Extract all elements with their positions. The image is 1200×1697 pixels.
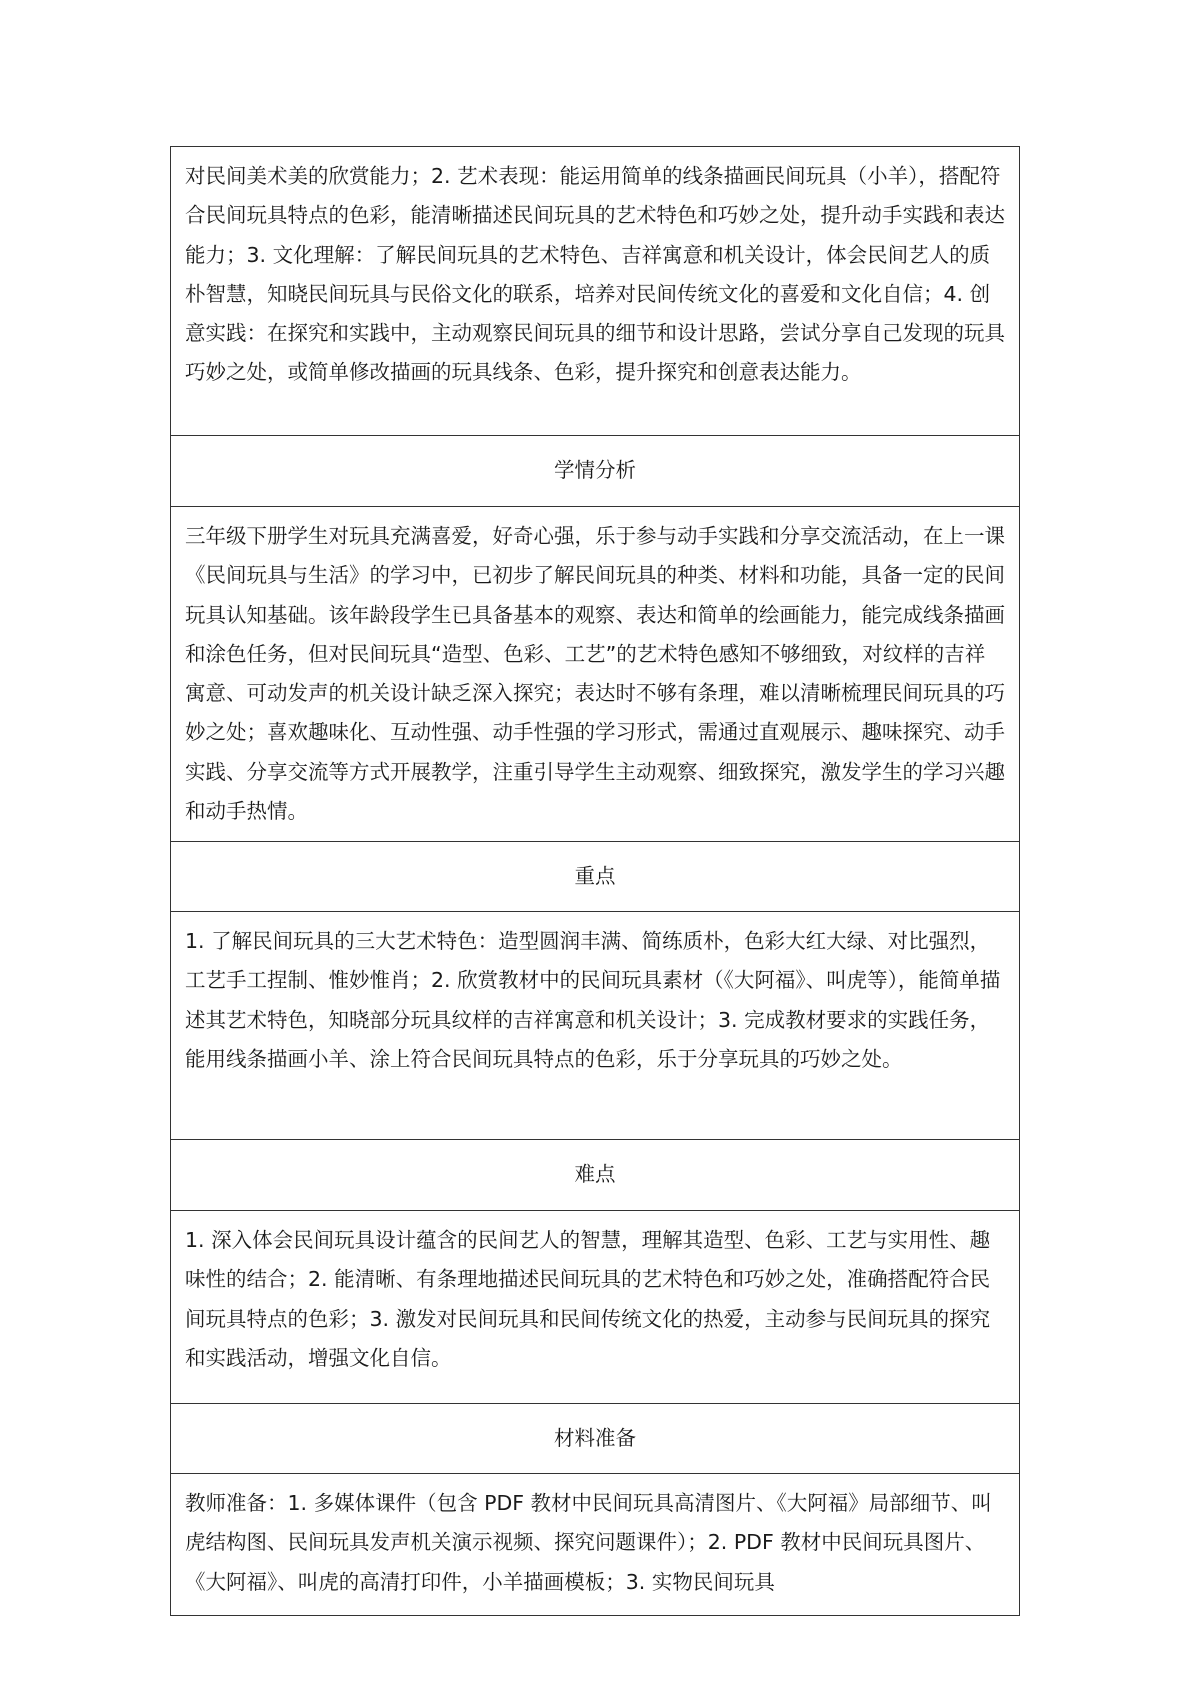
- materials-cell: 教师准备：1. 多媒体课件（包含 PDF 教材中民间玩具高清图片、《大阿福》局部细节、叫虎结构图、民间玩具发声机关演示视频、探究问题课件）；2. PDF 教材中民间玩具图片、《大阿福》、叫虎的高清打印件，小羊描画模板；3. 实物民间玩具: [171, 1474, 1020, 1616]
- objectives-cell: 对民间美术美的欣赏能力；2. 艺术表现：能运用简单的线条描画民间玩具（小羊），搭配符合民间玩具特点的色彩，能清晰描述民间玩具的艺术特色和巧妙之处，提升动手实践和表达能力；3. 文化理解：了解民间玩具的艺术特色、吉祥寓意和机关设计，体会民间艺人的质朴智慧，知晓民间玩具与民俗文化的联系，培养对民间传统文化的喜爱和文化自信；4. 创意实践：在探究和实践中，主动观察民间玩具的细节和设计思路，尝试分享自己发现的玩具巧妙之处，或简单修改描画的玩具线条、色彩，提升探究和创意表达能力。: [171, 147, 1020, 436]
- key-points-cell: 1. 了解民间玩具的三大艺术特色：造型圆润丰满、简练质朴，色彩大红大绿、对比强烈，工艺手工捏制、惟妙惟肖；2. 欣赏教材中的民间玩具素材（《大阿福》、叫虎等），能简单描述其艺术特色，知晓部分玩具纹样的吉祥寓意和机关设计；3. 完成教材要求的实践任务，能用线条描画小羊、涂上符合民间玩具特点的色彩，乐于分享玩具的巧妙之处。: [171, 912, 1020, 1140]
- table-row: [171, 1404, 1020, 1474]
- difficulties-cell: 1. 深入体会民间玩具设计蕴含的民间艺人的智慧，理解其造型、色彩、工艺与实用性、趣味性的结合；2. 能清晰、有条理地描述民间玩具的艺术特色和巧妙之处，准确搭配符合民间玩具特点的色彩；3. 激发对民间玩具和民间传统文化的热爱，主动参与民间玩具的探究和实践活动，增强文化自信。: [171, 1211, 1020, 1404]
- student-analysis-cell: 三年级下册学生对玩具充满喜爱，好奇心强，乐于参与动手实践和分享交流活动，在上一课《民间玩具与生活》的学习中，已初步了解民间玩具的种类、材料和功能，具备一定的民间玩具认知基础。该年龄段学生已具备基本的观察、表达和简单的绘画能力，能完成线条描画和涂色任务，但对民间玩具“造型、色彩、工艺”的艺术特色感知不够细致，对纹样的吉祥寓意、可动发声的机关设计缺乏深入探究；表达时不够有条理，难以清晰梳理民间玩具的巧妙之处；喜欢趣味化、互动性强、动手性强的学习形式，需通过直观展示、趣味探究、动手实践、分享交流等方式开展教学，注重引导学生主动观察、细致探究，激发学生的学习兴趣和动手热情。: [171, 507, 1020, 842]
- section-header-materials: 材料准备: [171, 1404, 1020, 1474]
- table-row: [171, 842, 1020, 912]
- table-row: [171, 1474, 1020, 1616]
- table-row: [171, 1140, 1020, 1211]
- section-header-key-points: 重点: [171, 842, 1020, 912]
- table-row: [171, 1211, 1020, 1404]
- section-header-difficulties: 难点: [171, 1140, 1020, 1211]
- table-row: [171, 507, 1020, 842]
- table-row: [171, 912, 1020, 1140]
- lesson-plan-table: [170, 146, 1020, 1616]
- table-row: [171, 436, 1020, 507]
- table-row: [171, 147, 1020, 436]
- section-header-student-analysis: 学情分析: [171, 436, 1020, 507]
